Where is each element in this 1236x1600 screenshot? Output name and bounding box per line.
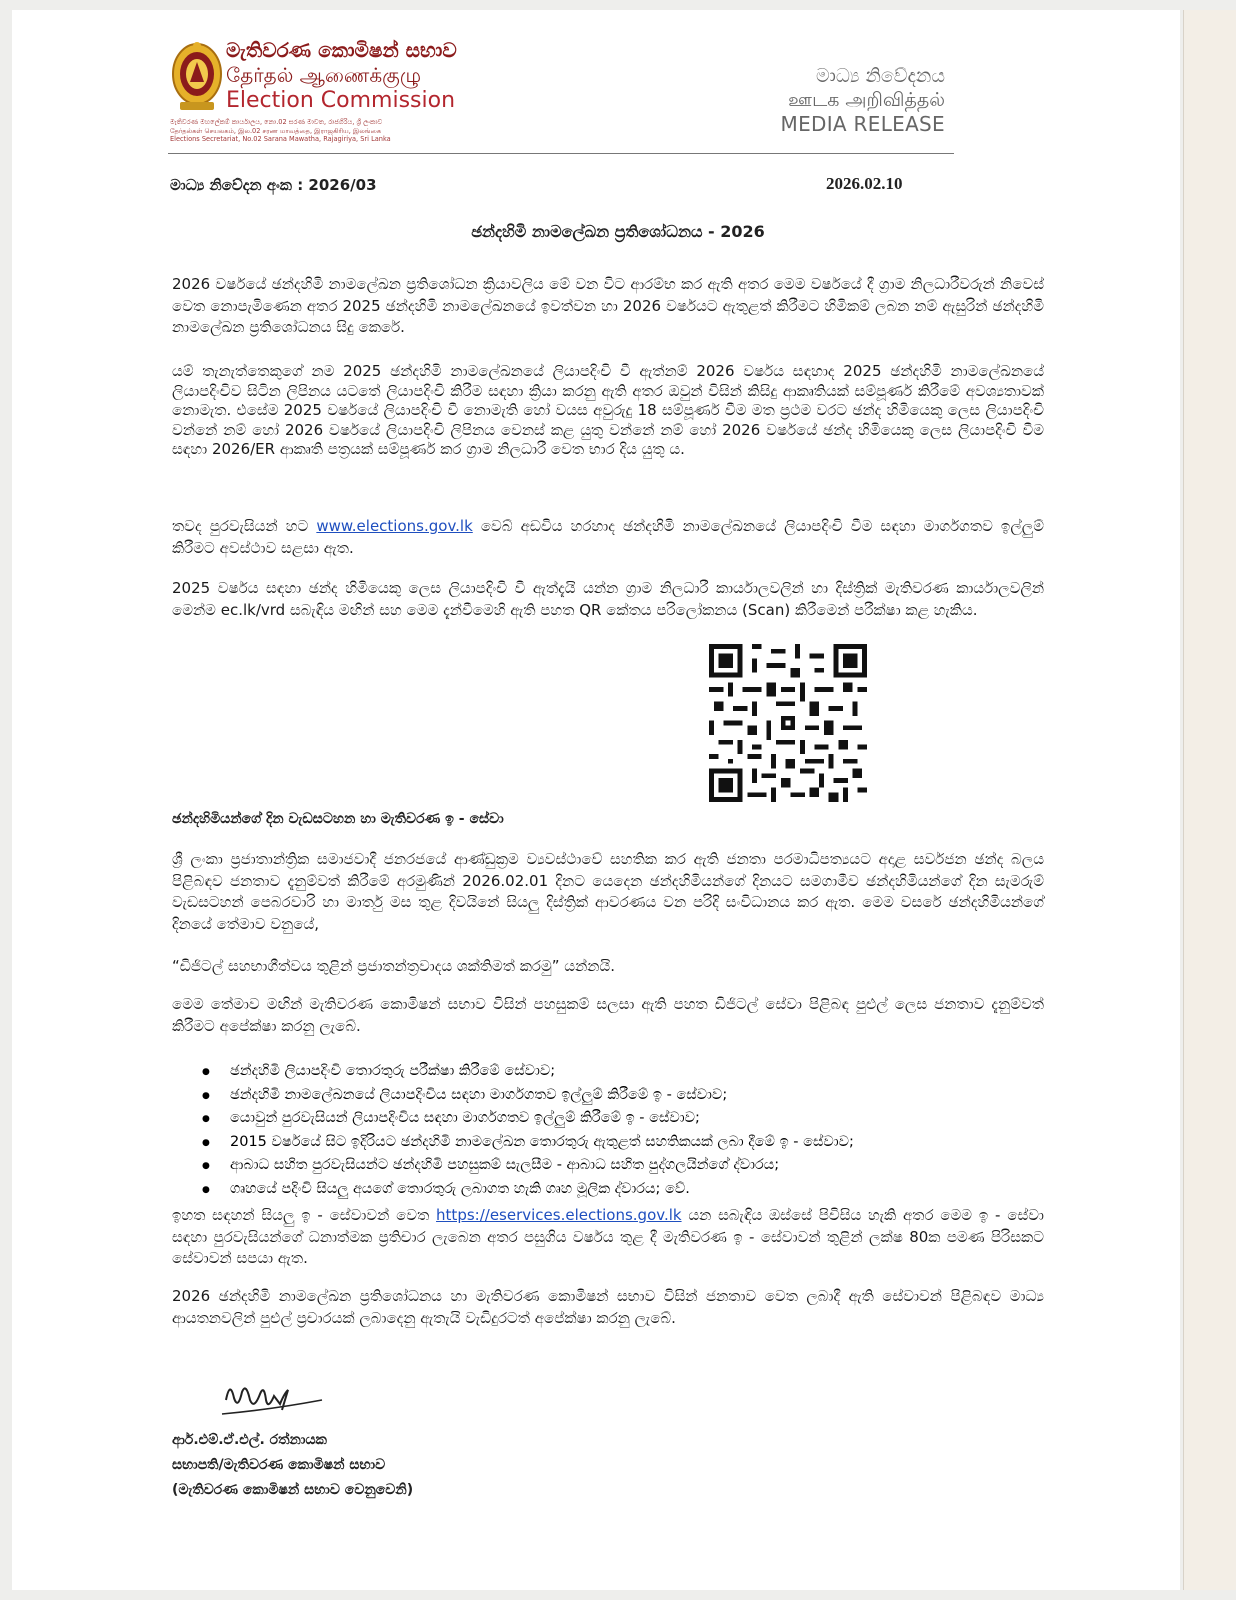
paragraph-3 [172, 516, 1044, 559]
org-name-tamil: தேர்தல் ஆணைக்குழு [226, 63, 422, 87]
signatory-title: සභාපති/මැතිවරණ කොමිෂන් සභාව [172, 1457, 386, 1473]
release-english: MEDIA RELEASE [780, 112, 945, 136]
eservices-link[interactable]: https://eservices.elections.gov.lk [436, 1206, 682, 1224]
emblem-icon [170, 38, 224, 114]
release-date: 2026.02.10 [826, 174, 903, 193]
org-name-sinhala: මැතිවරණ කොමිෂන් සභාව [226, 38, 457, 62]
paragraph-4: 2025 වර්ෂය සඳහා ඡන්ද හිමියෙකු ලෙස ලියාපදිංචි වී ඇත්දැයි යන්න ග්‍රාම නිලධාරී කාර්යාලවලින් හා දිස්ත්‍රික් මැතිවරණ කාර්යාලවලින් මෙන්ම ec.lk/vrd සබැඳිය මඟින් සහ මෙම දැන්වීමෙහි ඇති පහත QR කේතය පරිලෝකනය (Scan) කිරීමෙන් පරීක්ෂා කළ හැකිය. [172, 579, 1044, 619]
qr-code-icon[interactable] [706, 644, 870, 802]
organisation-names [226, 38, 457, 114]
signatory-block [172, 1428, 413, 1503]
address-sinhala: මැතිවරණ මහලේකම් කාර්යාලය, නො.02 සරණ මාවත, රාජගිරිය, ශ්‍රී ලංකාව [170, 118, 383, 126]
header-divider [168, 153, 954, 154]
org-name-english: Election Commission [226, 88, 456, 113]
paragraph-1: 2026 වර්ෂයේ ඡන්දහිමි නාමලේඛන ප්‍රතිශෝධන ක්‍රියාවලිය මේ වන විට ආරම්භ කර ඇති අතර මෙම වර්ෂයේ දී ග්‍රාම නිලධාරීවරුන් නිවෙස් වෙත නොපැමිණෙන අතර 2025 ඡන්දහිමි නාමලේඛනයේ ඉවත්වන හා 2026 වර්ෂයට ඇතුළත් කිරීමට හිමිකම් ලබන නම් ඇසුරින් ඡන්දහිමි නාමලේඛන ප්‍රතිශෝධනය සිදු කෙරේ. [172, 275, 1044, 336]
page-edge [1183, 10, 1236, 1590]
list-item: ● ඡන්දහිමි ලියාපදිංචි තොරතුරු පරීක්ෂා කිරීමේ සේවාව; [202, 1060, 1062, 1084]
list-item: ● 2015 වර්ෂයේ සිට ඉදිරියට ඡන්දහිමි නාමලේඛන තොරතුරු ඇතුළත් සහතිකයක් ලබා දීමේ ඉ - සේවාව; [202, 1131, 1062, 1155]
paragraph-3-end: වෙබ් අඩවිය හරහාද ඡන්දහිමි නාමලේඛනයේ ලියාපදිංචි වීම සඳහා මාර්ගගතව ඉල්ලුම් කිරීමට අවස්ථාව සළසා ඇත. [172, 517, 1044, 557]
letterhead-address [170, 118, 470, 144]
paragraph-7 [172, 1205, 1044, 1270]
paragraph-7-start: ඉහත සඳහන් සියලු ඉ - සේවාවන් වෙත [172, 1206, 437, 1224]
signatory-on-behalf: (මැතිවරණ කොමිෂන් සභාව වෙනුවෙනි) [172, 1482, 414, 1498]
address-tamil: தேர்தல்கள் செயலகம், இல.02 சரண மாவத்தை, இராஜகிரிய, இலங்கை [170, 126, 382, 135]
list-item: ● යොවුන් පුරවැසියන් ලියාපදිංචිය සඳහා මාර්ගගතව ඉල්ලුම් කිරීමේ ඉ - සේවාව; [202, 1107, 1062, 1131]
paragraph-8: 2026 ඡන්දහිමි නාමලේඛන ප්‍රතිශෝධනය හා මැතිවරණ කොමිෂන් සභාව විසින් ජනතාව වෙත ලබාදී ඇති සේවාවන් පිළිබඳව මාධ්‍ය ආයතනවලින් පුළුල් ප්‍රචාරයක් ලබාදෙනු ඇතැයි වැඩිදුරටත් අපේක්ෂා කරනු ලැබේ. [172, 1287, 1044, 1327]
release-tamil: ஊடக அறிவித்தல் [788, 89, 945, 111]
list-item: ● ආබාධ සහිත පුරවැසියන්ට ඡන්දහිමි පහසුකම් සැලසීම - ආබාධ සහිත පුද්ගලයින්ගේ ද්වාරය; [202, 1154, 1062, 1178]
list-item: ● ගෘහයේ පදිංචි සියලු අයගේ තොරතුරු ලබාගත හැකි ගෘහ මූලික ද්වාරය; වේ. [202, 1178, 1062, 1202]
document-title: ඡන්දහිමි නාමලේඛන ප්‍රතිශෝධනය - 2026 [471, 222, 765, 241]
release-sinhala: මාධ්‍ය නිවේදනය [815, 65, 945, 87]
signatory-name: ආර්.එම්.ඒ.එල්. රත්නායක [172, 1432, 327, 1448]
signature [218, 1370, 328, 1422]
e-services-list [202, 1060, 1062, 1201]
paragraph-2: යම් තැනැත්තෙකුගේ නම 2025 ඡන්දහිමි නාමලේඛනයේ ලියාපදිංචි වී ඇත්නම් 2026 වර්ෂය සඳහාද 2025 ඡන්දහිමි නාමලේඛනයේ ලියාපදිංචිව සිටින ලිපිනය යටතේ ලියාපදිංචි කිරීම සඳහා ක්‍රියා කරනු ඇති අතර ඔවුන් විසින් කිසිදු ආකෘතියක් සම්පූර්ණ කිරීමේ අවශ්‍යතාවක් නොමැත. එසේම 2025 වර්ෂයේ ලියාපදිංචි වී නොමැති හෝ වයස අවුරුදු 18 සම්පූර්ණ වීම මත ප්‍රථම වරට ඡන්ද හිමියෙකු ලෙස ලියාපදිංචි වන්නේ නම් හෝ 2026 වර්ෂයේ ලියාපදිංචි ලිපිනය වෙනස් කළ යුතු වන්නේ නම් හෝ 2026 වර්ෂයේ ඡන්ද හිමියෙකු ලෙස ලියාපදිංචි වීම සඳහා 2026/ER ආකෘති පත්‍රයක් සම්පූර්ණ කර ග්‍රාම නිලධාරී වෙත භාර දිය යුතු ය. [172, 362, 1044, 458]
document-page [12, 10, 1180, 1590]
release-number: මාධ්‍ය නිවේදන අංක : 2026/03 [170, 176, 377, 194]
address-english: Elections Secretariat, No.02 Sarana Mawatha, Rajagiriya, Sri Lanka [170, 135, 391, 143]
list-item: ● ඡන්දහිමි නාමලේඛනයේ ලියාපදිංචිය සඳහා මාර්ගගතව ඉල්ලුම් කිරීමේ ඉ - සේවාව; [202, 1084, 1062, 1108]
section-heading-e-services: ඡන්දහිමියන්ගේ දින වැඩසටහන හා මැතිවරණ ඉ - සේවා [172, 811, 504, 827]
paragraph-6: මෙම තේමාව මඟින් මැතිවරණ කොමිෂන් සභාව විසින් පහසුකම් සලසා ඇති පහත ඩිජිටල් සේවා පිළිබඳ පුළුල් ලෙස ජනතාව දැනුම්වත් කිරීමට අපේක්ෂා කරනු ලැබේ. [172, 995, 1044, 1035]
elections-website-link[interactable]: www.elections.gov.lk [316, 517, 473, 535]
paragraph-5: ශ්‍රී ලංකා ප්‍රජාතාන්ත්‍රික සමාජවාදී ජනරජයේ ආණ්ඩුක්‍රම ව්‍යවස්ථාවේ සහතික කර ඇති ජනතා පරමාධිපත්‍යයට අදාළ සර්වජන ඡන්ද බලය පිළිබඳව ජනතාව දැනුම්වත් කිරීමේ අරමුණින් 2026.02.01 දිනට යෙදෙන ඡන්දහිමියන්ගේ දිනයට සමගාමීව ඡන්දහිමියන්ගේ දින සැමරුම් වැඩසටහන් පෙබරවාරි හා මාර්තු මස තුළ දිවයිනේ සියලු දිස්ත්‍රික් ආවරණය වන පරිදි සංවිධානය කර ඇත. මෙම වසරේ ඡන්දහිමියන්ගේ දිනයේ තේමාව වනුයේ, [172, 850, 1044, 933]
paragraph-7-end: යන සබැඳිය ඔස්සේ පිවිසිය හැකි අතර මෙම ඉ - සේවා සඳහා පුරවැසියන්ගේ ධනාත්මක ප්‍රතිචාර ලැබෙන අතර පසුගිය වර්ෂය තුළ දී මැතිවරණ ඉ - සේවාවන් තුළින් ලක්ෂ 80ක පමණ පිරිසකට සේවාවන් සපයා ඇත. [172, 1206, 1044, 1267]
media-release-label [781, 64, 945, 136]
paragraph-3-start: තවද පුරවැසියන් හට [172, 517, 317, 535]
theme-statement: “ඩිජිටල් සහභාගීත්වය තුළින් ප්‍රජාතන්ත්‍රවාදය ශක්තිමත් කරමු” යන්නයි. [172, 957, 615, 975]
